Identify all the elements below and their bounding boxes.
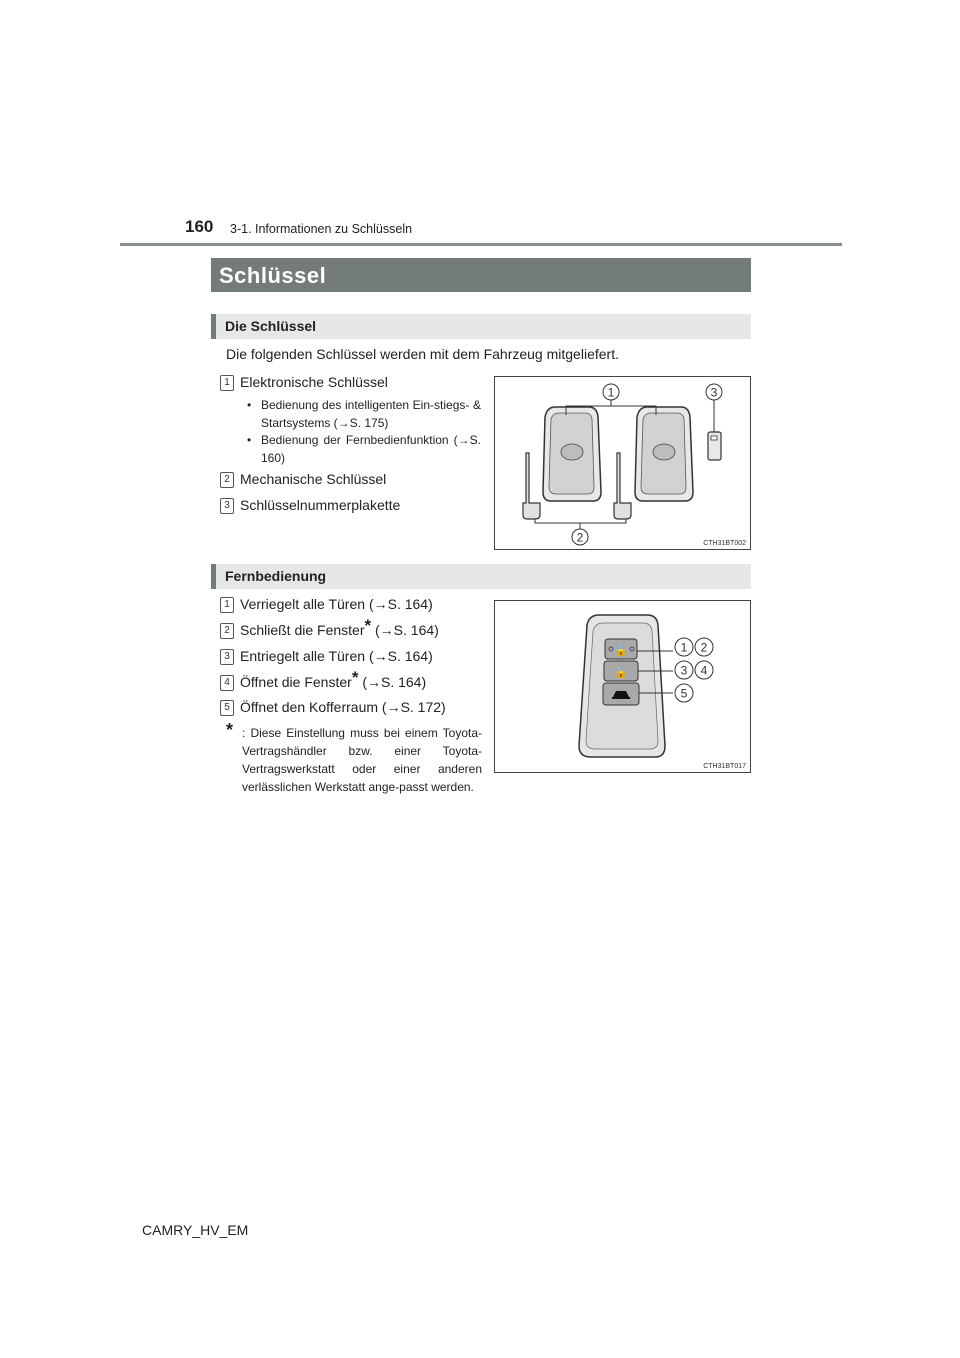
bullet-text: Bedienung der Fernbedienfunktion (→S. 160): [261, 433, 481, 465]
item-ref: (→S. 164): [368, 596, 433, 612]
item-label: Schließt die Fenster: [240, 622, 365, 638]
list-item: [220, 374, 388, 391]
item-ref: (→S. 172): [381, 699, 446, 715]
remote-illustration: [495, 601, 750, 772]
item-label: Elektronische Schlüssel: [240, 374, 388, 390]
item-number: 2: [220, 623, 234, 639]
item-number: 1: [220, 375, 234, 391]
footnote-text: : Diese Einstellung muss bei einem Toyota-Vertragshändler bzw. einer Toyota-Vertragswerkstatt oder einer anderen verlässlichen Werkstatt ange-passt werden.: [242, 726, 482, 794]
footnote: [226, 720, 482, 796]
item-number: 3: [220, 649, 234, 665]
item-number: 5: [220, 700, 234, 716]
figure-code: CTH31BT017: [703, 763, 746, 770]
unlock-icon: 🔓: [614, 666, 628, 679]
list-item: [220, 697, 446, 717]
item-label: Entriegelt alle Türen: [240, 648, 366, 664]
figure-remote: [494, 600, 751, 773]
section-title: Schlüssel: [219, 263, 327, 288]
mechanical-key-left: [523, 453, 540, 519]
callout-1: 1: [607, 385, 615, 400]
figure-code: CTH31BT002: [703, 540, 746, 547]
key-fob-right-button: [653, 444, 675, 460]
bullet-item: [247, 431, 481, 467]
footer-model: CAMRY_HV_EM: [142, 1222, 249, 1238]
item-ref: (→S. 164): [362, 674, 427, 690]
subheading-keys: [211, 314, 751, 339]
list-item: [220, 471, 386, 488]
section-banner: [211, 258, 751, 292]
page-number: 160: [185, 217, 214, 236]
subheading-keys-label: Die Schlüssel: [225, 318, 317, 334]
list-item: [220, 668, 427, 692]
mechanical-key-right: [614, 453, 631, 519]
chapter-title: 3-1. Informationen zu Schlüsseln: [230, 222, 413, 236]
item-number: 2: [220, 472, 234, 488]
callout-1: 1: [680, 640, 688, 655]
list-item: [220, 497, 400, 514]
item-ref: (→S. 164): [375, 622, 439, 638]
list-item: [220, 594, 433, 614]
item-label: Schlüsselnummerplakette: [240, 497, 401, 513]
header-rule: [120, 243, 842, 246]
item-star: *: [364, 616, 372, 635]
bullet-dot: •: [247, 398, 252, 412]
bracket-bottom: [535, 519, 626, 529]
callout-4: 4: [700, 663, 708, 678]
item-ref: (→S. 164): [368, 648, 433, 664]
lock-icon: 🔒: [614, 644, 628, 657]
item-label: Öffnet die Fenster: [240, 674, 352, 690]
list-item: [220, 646, 433, 666]
item-label: Öffnet den Kofferraum: [240, 699, 379, 715]
callout-3: 3: [680, 663, 688, 678]
subheading-remote: [211, 564, 751, 589]
item-number: 3: [220, 498, 234, 514]
list-item: [220, 616, 439, 640]
item-label: Mechanische Schlüssel: [240, 471, 387, 487]
keys-intro: Die folgenden Schlüssel werden mit dem Fahrzeug mitgeliefert.: [226, 346, 619, 362]
figure-keys: [494, 376, 751, 550]
item-number: 1: [220, 597, 234, 613]
callout-3: 3: [710, 385, 718, 400]
subheading-remote-label: Fernbedienung: [225, 568, 327, 584]
callout-2: 2: [576, 530, 584, 545]
bullet-text: Bedienung des intelligenten Ein-stiegs- & Startsystems (→S. 175): [261, 398, 481, 430]
bullet-item: [247, 396, 481, 432]
keys-illustration: [495, 377, 750, 549]
key-fob-left-button: [561, 444, 583, 460]
item-star: *: [351, 668, 359, 687]
callout-2: 2: [700, 640, 708, 655]
footnote-star: *: [226, 720, 234, 740]
item-number: 4: [220, 675, 234, 691]
item-label: Verriegelt alle Türen: [240, 596, 366, 612]
callout-5: 5: [680, 686, 688, 701]
key-number-plate-hole: [711, 436, 717, 440]
bullet-dot: •: [247, 433, 252, 447]
